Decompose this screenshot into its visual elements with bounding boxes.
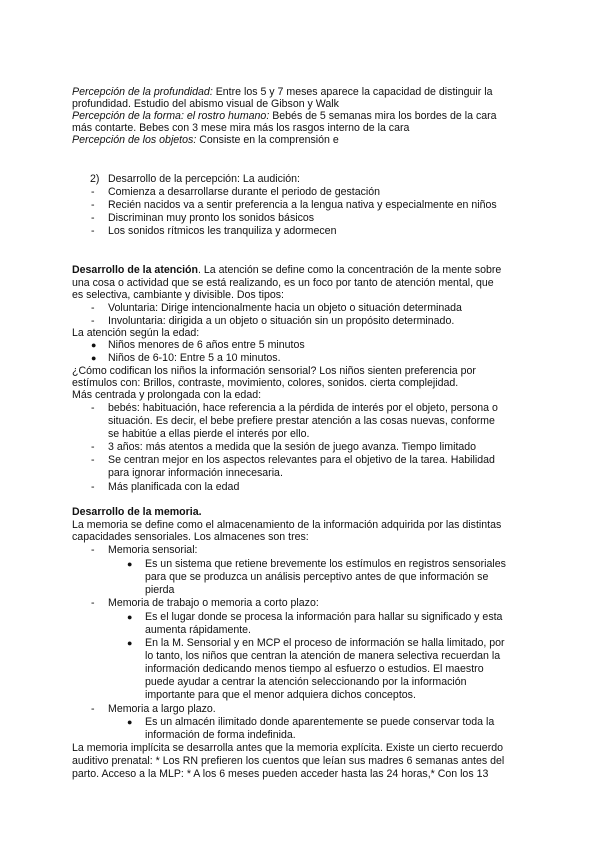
dash-marker: -: [91, 315, 95, 327]
list-item: Memoria sensorial:: [108, 544, 198, 556]
list-item: Es un almacén ilimitado donde aparentemente se puede conservar toda la: [145, 716, 495, 728]
text-line: para ignorar información innecesaria.: [108, 467, 283, 479]
text-line: información dedicando menos tiempo al esfuerzo o estudios. El maestro: [145, 663, 484, 675]
text-line: Más centrada y prolongada con la edad:: [72, 389, 262, 401]
list-item: Memoria de trabajo o memoria a corto plazo:: [108, 597, 319, 609]
text-line: auditivo prenatal: * Los RN prefieren los cuentos que leían sus madres 6 semanas antes del: [72, 755, 505, 767]
list-item: Memoria a largo plazo.: [108, 703, 216, 715]
paragraph-profundidad: [72, 86, 492, 99]
list-item: Involuntaria: dirigida a un objeto o situación sin un propósito determinado.: [108, 315, 455, 327]
list-item: Recién nacidos va a sentir preferencia a la lengua nativa y especialmente en niños: [108, 199, 497, 211]
text-line: más contarte. Bebes con 3 mese mira más los rasgos interno de la cara: [72, 122, 410, 134]
text-line: puede ayudar a centrar la atención seleccionando por la información: [145, 676, 467, 688]
list-item: Más planificada con la edad: [108, 481, 240, 493]
atencion-intro: [72, 264, 501, 277]
text-line: profundidad. Estudio del abismo visual de Gibson y Walk: [72, 98, 339, 110]
list-item: Es un sistema que retiene brevemente los estímulos en registros sensoriales: [145, 558, 506, 570]
text-line: información de forma indefinida.: [145, 729, 296, 741]
text-line: ¿Cómo codifican los niños la información sensorial? Los niños sienten preferencia por: [72, 365, 476, 377]
text-line: capacidades sensoriales. Los almacenes son tres:: [72, 531, 309, 543]
bullet-marker: ●: [91, 340, 97, 350]
bullet-marker: ●: [91, 353, 97, 363]
atencion-title: Desarrollo de la atención: [72, 264, 198, 276]
text-line: para que se produzca un análisis perceptivo antes de que información se: [145, 571, 489, 583]
paragraph-forma: [72, 110, 497, 123]
audicion-heading: Desarrollo de la percepción: La audición:: [108, 173, 300, 185]
dash-marker: -: [91, 597, 95, 609]
dash-marker: -: [91, 225, 95, 237]
list-item: Es el lugar donde se procesa la información para hallar su significado y esta: [145, 611, 503, 623]
text-line: se habitúe a ellas pierde el interés por ello.: [108, 428, 310, 440]
dash-marker: -: [91, 402, 95, 414]
list-item: Se centran mejor en los aspectos relevantes para el objetivo de la tarea. Habilidad: [108, 454, 495, 466]
dash-marker: -: [91, 186, 95, 198]
text-line: aumenta rápidamente.: [145, 624, 252, 636]
list-item: 3 años: más atentos a medida que la sesión de juego avanza. Tiempo limitado: [108, 441, 477, 453]
dash-marker: -: [91, 302, 95, 314]
dash-marker: -: [91, 481, 95, 493]
list-item: Discriminan muy pronto los sonidos básicos: [108, 212, 315, 224]
text-profundidad: Entre los 5 y 7 meses aparece la capacidad de distinguir la: [212, 86, 493, 98]
paragraph-objetos: [72, 134, 339, 147]
text-line: pierda: [145, 584, 175, 596]
bullet-marker: ●: [127, 559, 133, 569]
text-line: es selectiva, cambiante y divisible. Dos tipos:: [72, 289, 284, 301]
dash-marker: -: [91, 454, 95, 466]
text-line: La atención según la edad:: [72, 327, 200, 339]
text-line: La memoria implícita se desarrolla antes que la memoria explícita. Existe un cierto recuerdo: [72, 742, 504, 754]
label-profundidad: Percepción de la profundidad:: [72, 86, 213, 98]
dash-marker: -: [91, 544, 95, 556]
list-item: bebés: habituación, hace referencia a la pérdida de interés por el objeto, persona o: [108, 402, 498, 414]
list-item: Comienza a desarrollarse durante el periodo de gestación: [108, 186, 381, 198]
bullet-marker: ●: [127, 638, 133, 648]
dash-marker: -: [91, 703, 95, 715]
text-line: situación. Es decir, el bebe prefiere prestar atención a las cosas nuevas, conforme: [108, 415, 495, 427]
list-item: En la M. Sensorial y en MCP el proceso de información se halla limitado, por: [145, 637, 505, 649]
text-line: una cosa o actividad que se está realizando, es un foco por tanto de atención mental, que: [72, 277, 494, 289]
label-forma: Percepción de la forma: el rostro humano:: [72, 110, 270, 122]
text-line: parto. Acceso a la MLP: * A los 6 meses pueden acceder hasta las 24 horas,* Con los 13: [72, 768, 489, 780]
dash-marker: -: [91, 441, 95, 453]
atencion-intro-text: . La atención se define como la concentración de la mente sobre: [198, 264, 502, 276]
memoria-title: Desarrollo de la memoria.: [72, 506, 202, 518]
text-line: La memoria se define como el almacenamiento de la información adquirida por las distintas: [72, 519, 502, 531]
dash-marker: -: [91, 199, 95, 211]
list-item: Los sonidos rítmicos les tranquiliza y adormecen: [108, 225, 337, 237]
bullet-marker: ●: [127, 717, 133, 727]
list-number: 2): [90, 173, 100, 185]
text-objetos: Consiste en la comprensión e: [196, 134, 339, 146]
list-item: Niños menores de 6 años entre 5 minutos: [108, 339, 305, 351]
text-forma: Bebés de 5 semanas mira los bordes de la cara: [269, 110, 497, 122]
text-line: estímulos con: Brillos, contraste, movimiento, colores, sonidos. cierta complejidad.: [72, 377, 459, 389]
text-line: importante para que el menor adquiera dichos conceptos.: [145, 689, 416, 701]
label-objetos: Percepción de los objetos:: [72, 134, 197, 146]
list-item: Niños de 6-10: Entre 5 a 10 minutos.: [108, 352, 281, 364]
text-line: lo tanto, los niños que centran la atención de manera selectiva recuerdan la: [145, 650, 501, 662]
bullet-marker: ●: [127, 612, 133, 622]
dash-marker: -: [91, 212, 95, 224]
list-item: Voluntaria: Dirige intencionalmente hacia un objeto o situación determinada: [108, 302, 462, 314]
